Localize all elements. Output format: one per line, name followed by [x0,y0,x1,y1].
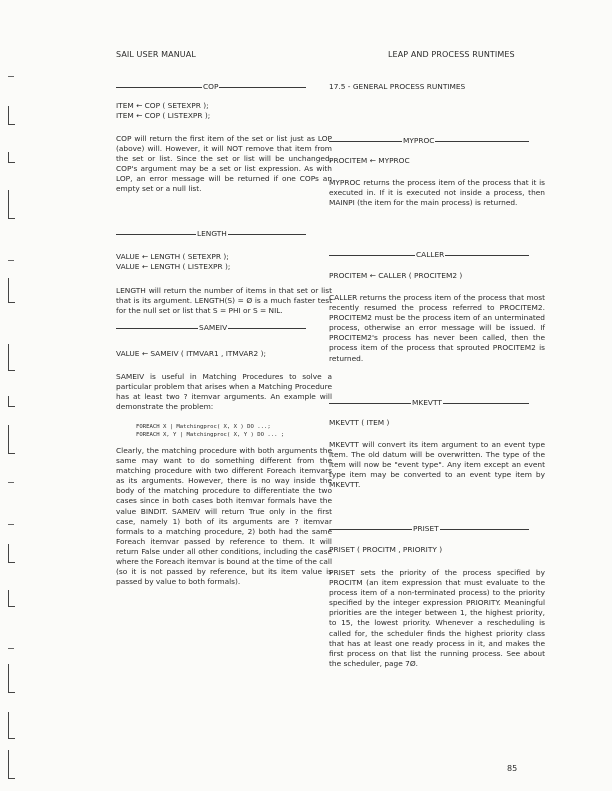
mkevtt-syntax [329,418,545,428]
myproc-description [329,178,545,208]
paragraph: MKEVTT will convert its item argument to an event type item. The old datum will be overwritten. The type of the item will now be "event type". Any item except an event type item may be converted to an event type item by MKEVTT. [329,440,545,490]
priset-syntax [329,545,545,555]
margin-mark [8,260,14,261]
section-title [329,82,545,92]
heading-label: MYPROC [403,136,435,145]
syntax-line: PRISET ( PROCITM , PRIORITY ) [329,545,443,554]
length-description [116,286,332,316]
syntax-line: VALUE ← LENGTH ( LISTEXPR ); [116,262,231,272]
margin-mark [8,712,15,739]
caller-syntax [329,271,545,281]
margin-mark [8,524,14,525]
syntax-line: MKEVTT ( ITEM ) [329,418,390,427]
section-heading-caller [329,250,529,260]
myproc-syntax [329,156,545,166]
margin-mark [8,344,15,371]
syntax-line: ITEM ← COP ( SETEXPR ); [116,101,209,110]
heading-label: CALLER [416,250,445,259]
section-heading-mkevtt [329,398,529,408]
margin-mark [8,664,15,693]
paragraph: COP will return the first item of the set or list just as LOP (above) will. However, it will NOT remove that item from the set or list. Since the set or list will be unchanged, COP's argument may be a set or list expression. As with LOP, an error message will be returned if one COPs an empty set or a null list. [116,134,332,194]
heading-label: SAMEIV [199,323,228,332]
margin-mark [8,482,14,483]
section-heading-sameiv [116,323,306,333]
heading-label: PRISET [413,524,439,533]
code-line: FOREACH X | Matchingproc( X, X ) DO ...; [136,424,271,430]
sameiv-description [116,372,332,412]
header-title-right: LEAP AND PROCESS RUNTIMES [388,50,515,59]
margin-mark [8,590,15,607]
sameiv-syntax [116,349,332,359]
margin-mark [8,544,15,563]
margin-mark [8,106,15,125]
margin-mark [8,152,15,163]
mkevtt-description [329,440,545,490]
heading-label: LENGTH [197,229,227,238]
margin-mark [8,750,15,779]
heading-label: MKEVTT [412,398,442,407]
section-heading-priset [329,524,529,534]
paragraph: LENGTH will return the number of items in that set or list that is its argument. LENGTH(S) = Ø is a much faster test for the null set or list that S = PHI or S = NIL. [116,286,332,316]
syntax-line: ITEM ← COP ( LISTEXPR ); [116,111,211,121]
section-title-text: 17.5 - GENERAL PROCESS RUNTIMES [329,82,466,91]
margin-mark [8,396,15,407]
paragraph: CALLER returns the process item of the process that most recently resumed the process referred to PROCITEM2. PROCITEM2 must be the process item of an unterminated process, otherwise an error message will be issued. If PROCITEM2's process has never been called, then the process item of the process that sprouted PROCITEM2 is returned. [329,293,545,363]
length-syntax [116,252,332,272]
caller-description [329,293,545,364]
syntax-line: VALUE ← LENGTH ( SETEXPR ); [116,252,229,261]
margin-mark [8,648,14,649]
code-line: FOREACH X, Y | Matchingproc( X, Y ) DO ... ; [136,432,285,439]
paragraph: Clearly, the matching procedure with both arguments the same may want to do something different from the matching procedure with two different Foreach itemvars as its arguments. However, there is no way inside the body of the matching procedure to differentiate the two cases since in both cases both itemvar formals have the value BINDIT. SAMEIV will return True only in the first case, namely 1) both of its arguments are ? itemvar formals to a matching procedure, 2) both had the same Foreach itemvar passed by reference to them. It will return False under all other conditions, including the case where the Foreach itemvar is bound at the time of the call (so it is not passed by reference, but its item value is passed by value to both formals). [116,446,332,587]
page-number: 85 [507,764,518,773]
heading-label: COP [203,82,219,91]
margin-mark [8,278,15,303]
margin-mark [8,425,15,454]
sameiv-explanation [116,446,332,587]
syntax-line: VALUE ← SAMEIV ( ITMVAR1 , ITMVAR2 ); [116,349,266,358]
cop-syntax [116,101,332,121]
margin-mark [8,76,14,77]
syntax-line: PROCITEM ← MYPROC [329,156,410,165]
margin-mark [8,190,15,219]
paragraph: PRISET sets the priority of the process specified by PROCITM (an item expression that must evaluate to the process item of a non-terminated process) to the priority specified by the integer expression PRIORITY. Meaningful priorities are the integer between 1, the highest priority, to 15, the lowest priority. Whenever a rescheduling is called for, the scheduler finds the highest priority class that has at least one ready process in it, and makes the first process on that list the running process. See about the scheduler, page 7Ø. [329,568,545,668]
section-heading-cop [116,82,306,92]
section-heading-length [116,229,306,239]
header-title-left: SAIL USER MANUAL [116,50,196,59]
syntax-line: PROCITEM ← CALLER ( PROCITEM2 ) [329,271,463,280]
priset-description [329,568,545,669]
cop-description [116,134,332,195]
paragraph: SAMEIV is useful in Matching Procedures to solve a particular problem that arises when a Matching Procedure has at least two ? itemvar arguments. An example will demonstrate the problem: [116,372,332,412]
sameiv-code-example [136,423,336,440]
section-heading-myproc [329,136,529,146]
paragraph: MYPROC returns the process item of the process that it is executed in. If it is executed not inside a process, then MAINPI (the item for the main process) is returned. [329,178,545,208]
